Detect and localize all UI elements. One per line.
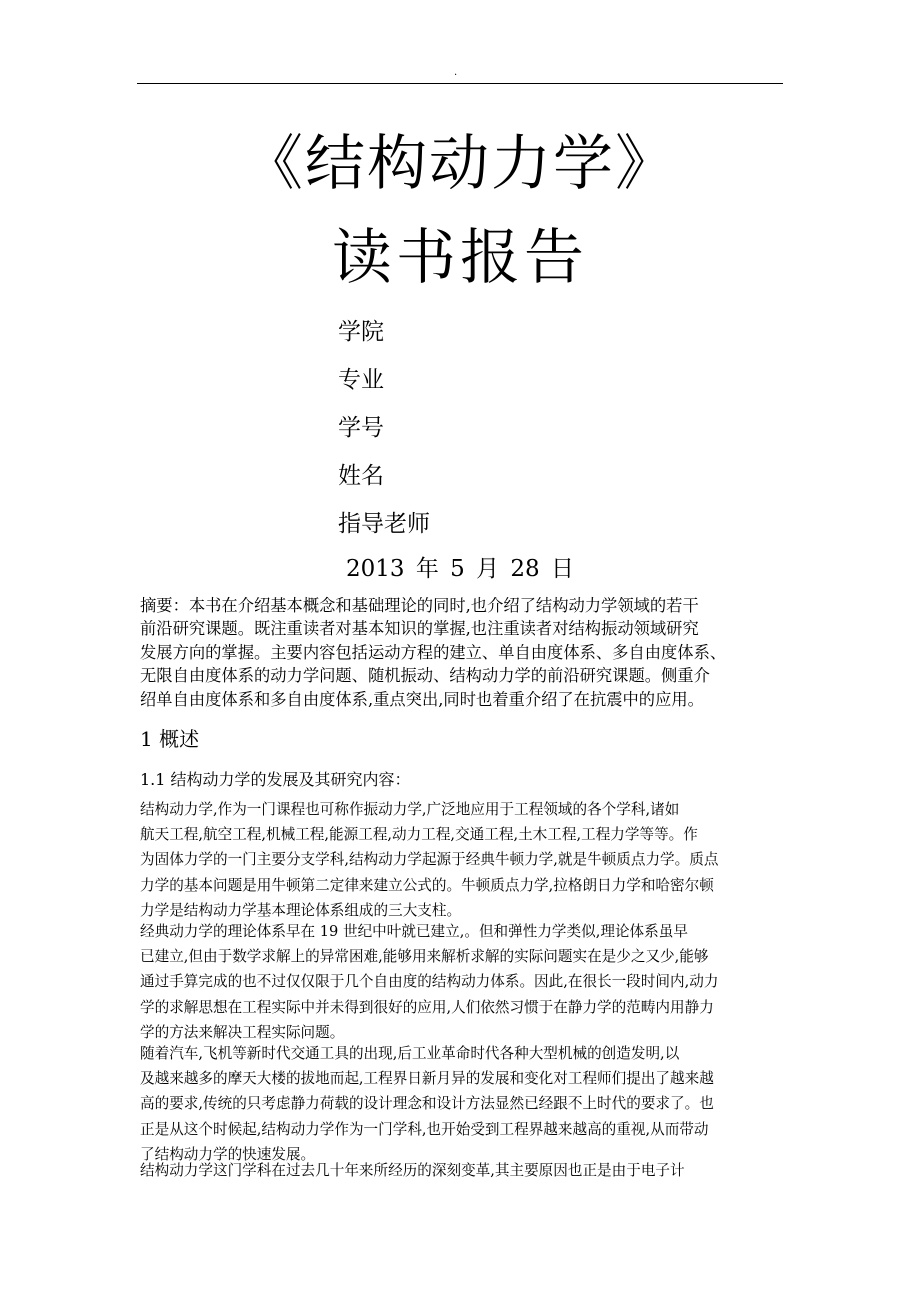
subsection-heading: 1.1 结构动力学的发展及其研究内容：	[140, 770, 411, 789]
abstract-line: 无限自由度体系的动力学问题、随机振动、结构动力学的前沿研究课题。侧重介	[140, 666, 710, 686]
paragraph-line: 学的方法来解决工程实际问题。	[140, 1023, 345, 1041]
paragraph-line: 经典动力学的理论体系早在 19 世纪中叶就已建立,。但和弹性力学类似,理论体系虽早	[140, 923, 688, 940]
paragraph-line: 力学的基本问题是用牛顿第二定律来建立公式的。牛顿质点力学,拉格朗日力学和哈密尔顿	[140, 876, 714, 894]
body-paragraph	[140, 919, 784, 1045]
abstract-line: 前沿研究课题。既注重读者对基本知识的掌握,也注重读者对结构振动领域研究	[140, 619, 699, 639]
report-date: 2013 年 5 月 28 日	[346, 556, 574, 582]
paragraph-line: 航天工程,航空工程,机械工程,能源工程,动力工程,交通工程,土木工程,工程力学等等。作	[140, 826, 698, 844]
paragraph-line: 力学是结构动力学基本理论体系组成的三大支柱。	[140, 901, 462, 919]
abstract-line: 发展方向的掌握。主要内容包括运动方程的建立、单自由度体系、多自由度体系、	[140, 642, 727, 662]
college-label: 学院	[338, 319, 384, 345]
paragraph-line: 结构动力学,作为一门课程也可称作振动力学,广泛地应用于工程领域的各个学科,诸如	[140, 801, 680, 818]
student-id-label: 学号	[338, 415, 384, 441]
advisor-label: 指导老师	[338, 511, 430, 537]
document-subtitle: 读书报告	[332, 223, 588, 293]
header-mark: .	[454, 67, 458, 78]
abstract-line: 摘要：本书在介绍基本概念和基础理论的同时,也介绍了结构动力学领域的若干	[140, 596, 699, 615]
paragraph-line: 通过手算完成的也不过仅仅限于几个自由度的结构动力体系。因此,在很长一段时间内,动力	[140, 973, 719, 991]
document-title: 《结构动力学》	[243, 129, 677, 199]
abstract-line: 绍单自由度体系和多自由度体系,重点突出,同时也着重介绍了在抗震中的应用。	[140, 689, 704, 709]
paragraph-line: 结构动力学这门学科在过去几十年来所经历的深刻变革,其主要原因也正是由于电子计	[140, 1162, 685, 1179]
major-label: 专业	[338, 367, 384, 393]
name-label: 姓名	[338, 463, 384, 489]
paragraph-line: 高的要求,传统的只考虑静力荷载的设计理念和设计方法显然已经跟不上时代的要求了。也	[140, 1095, 714, 1113]
cover-info-list	[338, 308, 430, 548]
body-paragraph	[140, 1041, 784, 1167]
paragraph-line: 为固体力学的一门主要分支学科,结构动力学起源于经典牛顿力学,就是牛顿质点力学。质点	[140, 851, 719, 869]
paragraph-line: 学的求解思想在工程实际中并未得到很好的应用,人们依然习惯于在静力学的范畴内用静力	[140, 998, 714, 1016]
body-paragraph	[140, 797, 784, 923]
paragraph-line: 及越来越多的摩天大楼的拔地而起,工程界日新月异的发展和变化对工程师们提出了越来越	[140, 1070, 714, 1088]
header-rule	[137, 83, 783, 84]
paragraph-line: 随着汽车,飞机等新时代交通工具的出现,后工业革命时代各种大型机械的创造发明,以	[140, 1045, 680, 1062]
paragraph-line: 了结构动力学的快速发展。	[140, 1145, 316, 1163]
section-heading: 1 概述	[140, 727, 200, 751]
paragraph-line: 已建立,但由于数学求解上的异常困难,能够用来解析求解的实际问题实在是少之又少,能够	[140, 948, 709, 966]
body-paragraph	[140, 1158, 784, 1183]
abstract-block	[140, 594, 782, 711]
paragraph-line: 正是从这个时候起,结构动力学作为一门学科,也开始受到工程界越来越高的重视,从而带动	[140, 1120, 709, 1138]
